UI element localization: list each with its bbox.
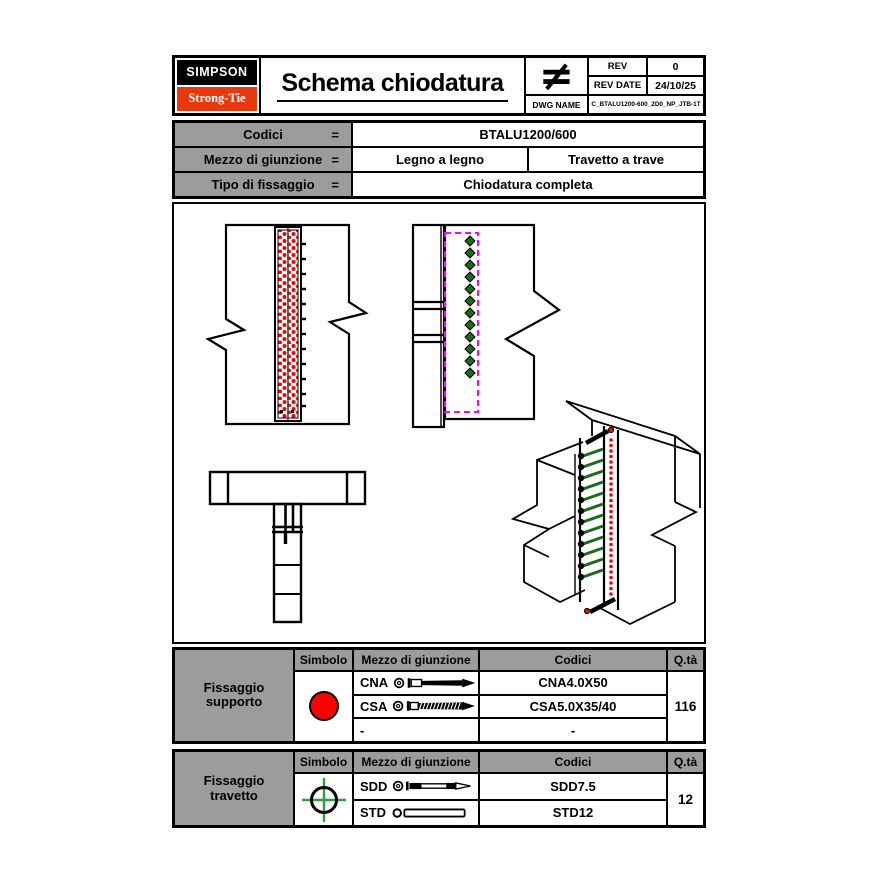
- mezzo-row-dash: -: [354, 719, 478, 741]
- ring-head-and-threaded-screw-icon: [392, 698, 478, 714]
- rev-date-label: REV DATE: [589, 77, 646, 94]
- circle-head-and-smooth-dowel-icon: [391, 805, 478, 821]
- fissaggio-supporto-table: [172, 647, 706, 744]
- simpson-strongtie-logo: [175, 58, 259, 113]
- codice-dash: -: [480, 719, 666, 741]
- title-block: [172, 55, 706, 116]
- info-value-mezzo-left: Legno a legno: [353, 148, 527, 171]
- col-header-mezzo: Mezzo di giunzione: [354, 752, 478, 772]
- rev-date-value: 24/10/25: [648, 77, 703, 94]
- info-label-fissaggio: Tipo di fissaggio =: [175, 173, 351, 196]
- isometric-view-drawing: [513, 401, 700, 624]
- green-crosshair-circle-icon: [301, 777, 347, 823]
- equals-sign: =: [331, 127, 339, 142]
- iso-screws: [578, 449, 603, 580]
- supporto-symbol-cell: [295, 672, 352, 741]
- info-label-codici: Codici =: [175, 123, 351, 146]
- technical-drawings: [174, 204, 704, 642]
- sheet-title-text: Schema chiodatura: [277, 69, 507, 102]
- equals-sign: =: [331, 177, 339, 192]
- drawing-canvas: [172, 202, 706, 644]
- fissaggio-travetto-table: [172, 749, 706, 828]
- codice-sdd: SDD7.5: [480, 774, 666, 799]
- iso-nail-dots: [609, 438, 613, 596]
- red-circle-icon: [309, 691, 339, 721]
- info-value-mezzo-right: Travetto a trave: [529, 148, 703, 171]
- col-header-qty: Q.tà: [668, 752, 703, 772]
- codice-std: STD12: [480, 801, 666, 826]
- mezzo-row-csa: CSA: [354, 696, 478, 718]
- codice-csa: CSA5.0X35/40: [480, 696, 666, 718]
- dwg-name-value: C_BTALU1200-600_2D0_NP_JTB-1T: [589, 96, 703, 113]
- ring-head-and-partial-thread-screw-icon: [392, 778, 478, 794]
- rev-value: 0: [648, 58, 703, 75]
- not-equal-icon: ≠: [526, 58, 587, 94]
- info-value-fissaggio: Chiodatura completa: [353, 173, 703, 196]
- strongtie-logo-text: Strong-Tie: [177, 87, 257, 112]
- plan-view-drawing: [210, 472, 365, 622]
- info-label-mezzo: Mezzo di giunzione =: [175, 148, 351, 171]
- side-view-drawing: [413, 225, 559, 427]
- col-header-codici: Codici: [480, 752, 666, 772]
- equals-sign: =: [331, 152, 339, 167]
- travetto-qty: 12: [668, 774, 703, 825]
- travetto-symbol-cell: [295, 774, 352, 825]
- supporto-qty: 116: [668, 672, 703, 741]
- info-table: [172, 120, 706, 199]
- mezzo-row-std: STD: [354, 801, 478, 826]
- ring-head-and-smooth-nail-icon: [393, 675, 478, 691]
- travetto-title: Fissaggio travetto: [175, 752, 293, 825]
- codice-cna: CNA4.0X50: [480, 672, 666, 694]
- col-header-simbolo: Simbolo: [295, 650, 352, 670]
- mezzo-row-sdd: SDD: [354, 774, 478, 799]
- mezzo-row-cna: CNA: [354, 672, 478, 694]
- sheet-title: [261, 58, 524, 113]
- supporto-title: Fissaggio supporto: [175, 650, 293, 741]
- dwg-name-label: DWG NAME: [526, 96, 587, 113]
- col-header-simbolo: Simbolo: [295, 752, 352, 772]
- simpson-logo-text: SIMPSON: [177, 60, 257, 85]
- col-header-codici: Codici: [480, 650, 666, 670]
- info-value-codici: BTALU1200/600: [353, 123, 703, 146]
- rev-label: REV: [589, 58, 646, 75]
- front-view-drawing: [208, 225, 366, 424]
- col-header-mezzo: Mezzo di giunzione: [354, 650, 478, 670]
- col-header-qty: Q.tà: [668, 650, 703, 670]
